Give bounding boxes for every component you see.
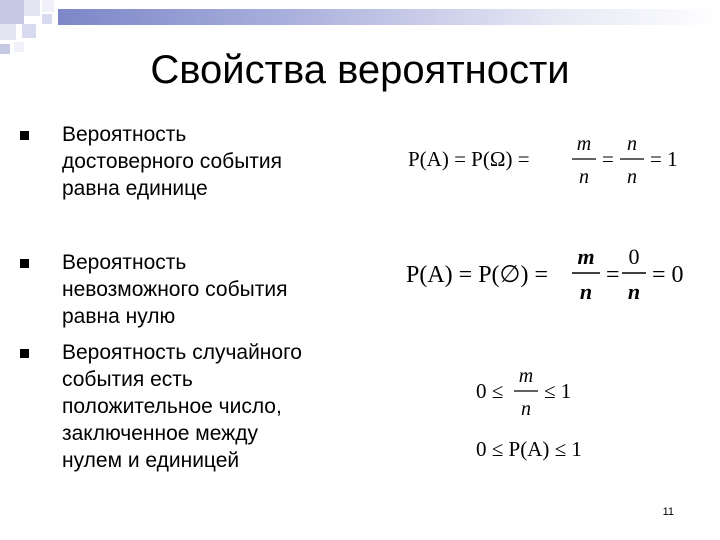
fraction-numerator: m xyxy=(576,133,592,155)
fraction-denominator: n xyxy=(627,166,637,188)
formula-impossible-event xyxy=(400,240,700,312)
bullet-square-icon xyxy=(20,259,29,268)
formula-fraction-bounds xyxy=(470,362,600,426)
equals-sign: = xyxy=(602,147,614,171)
formula-right: ≤ 1 xyxy=(544,379,572,403)
list-item-text: Вероятность случайного события есть положительное число, заключенное между нулем и единицей xyxy=(62,341,302,472)
header-gradient-bar xyxy=(58,9,720,25)
fraction-numerator: m xyxy=(577,244,595,269)
equals-sign: = xyxy=(606,262,620,288)
decor-square xyxy=(0,0,24,24)
decor-square xyxy=(22,24,36,38)
decor-square xyxy=(0,24,16,40)
fraction-denominator: n xyxy=(521,398,531,420)
list-item-text: Вероятность достоверного события равна единице xyxy=(62,123,283,200)
formula-text: 0 ≤ P(A) ≤ 1 xyxy=(476,437,582,461)
formula-certain-event xyxy=(400,126,690,196)
decor-square xyxy=(42,14,52,24)
fraction-denominator: n xyxy=(627,279,641,304)
formula-left: 0 ≤ xyxy=(476,379,504,403)
bullet-square-icon xyxy=(20,131,29,140)
formula-result: = 1 xyxy=(650,147,678,171)
fraction-numerator: n xyxy=(627,133,637,155)
list-item-text: Вероятность невозможного события равна нулю xyxy=(62,251,288,328)
formula-lhs: P(A) = P(Ω) = xyxy=(408,147,530,171)
formula-lhs: P(A) = P(∅) = xyxy=(406,262,548,288)
formula-result: = 0 xyxy=(652,262,684,288)
fraction-numerator: 0 xyxy=(628,244,640,269)
slide-title: Свойства вероятности xyxy=(150,48,570,92)
decor-square xyxy=(24,0,40,16)
bullet-square-icon xyxy=(20,349,29,358)
fraction-numerator: m xyxy=(518,365,534,387)
fraction-denominator: n xyxy=(579,279,593,304)
formula-probability-bounds xyxy=(470,428,620,468)
slide-page-number: 11 xyxy=(662,506,674,518)
fraction-denominator: n xyxy=(579,166,589,188)
decor-square xyxy=(42,0,54,12)
